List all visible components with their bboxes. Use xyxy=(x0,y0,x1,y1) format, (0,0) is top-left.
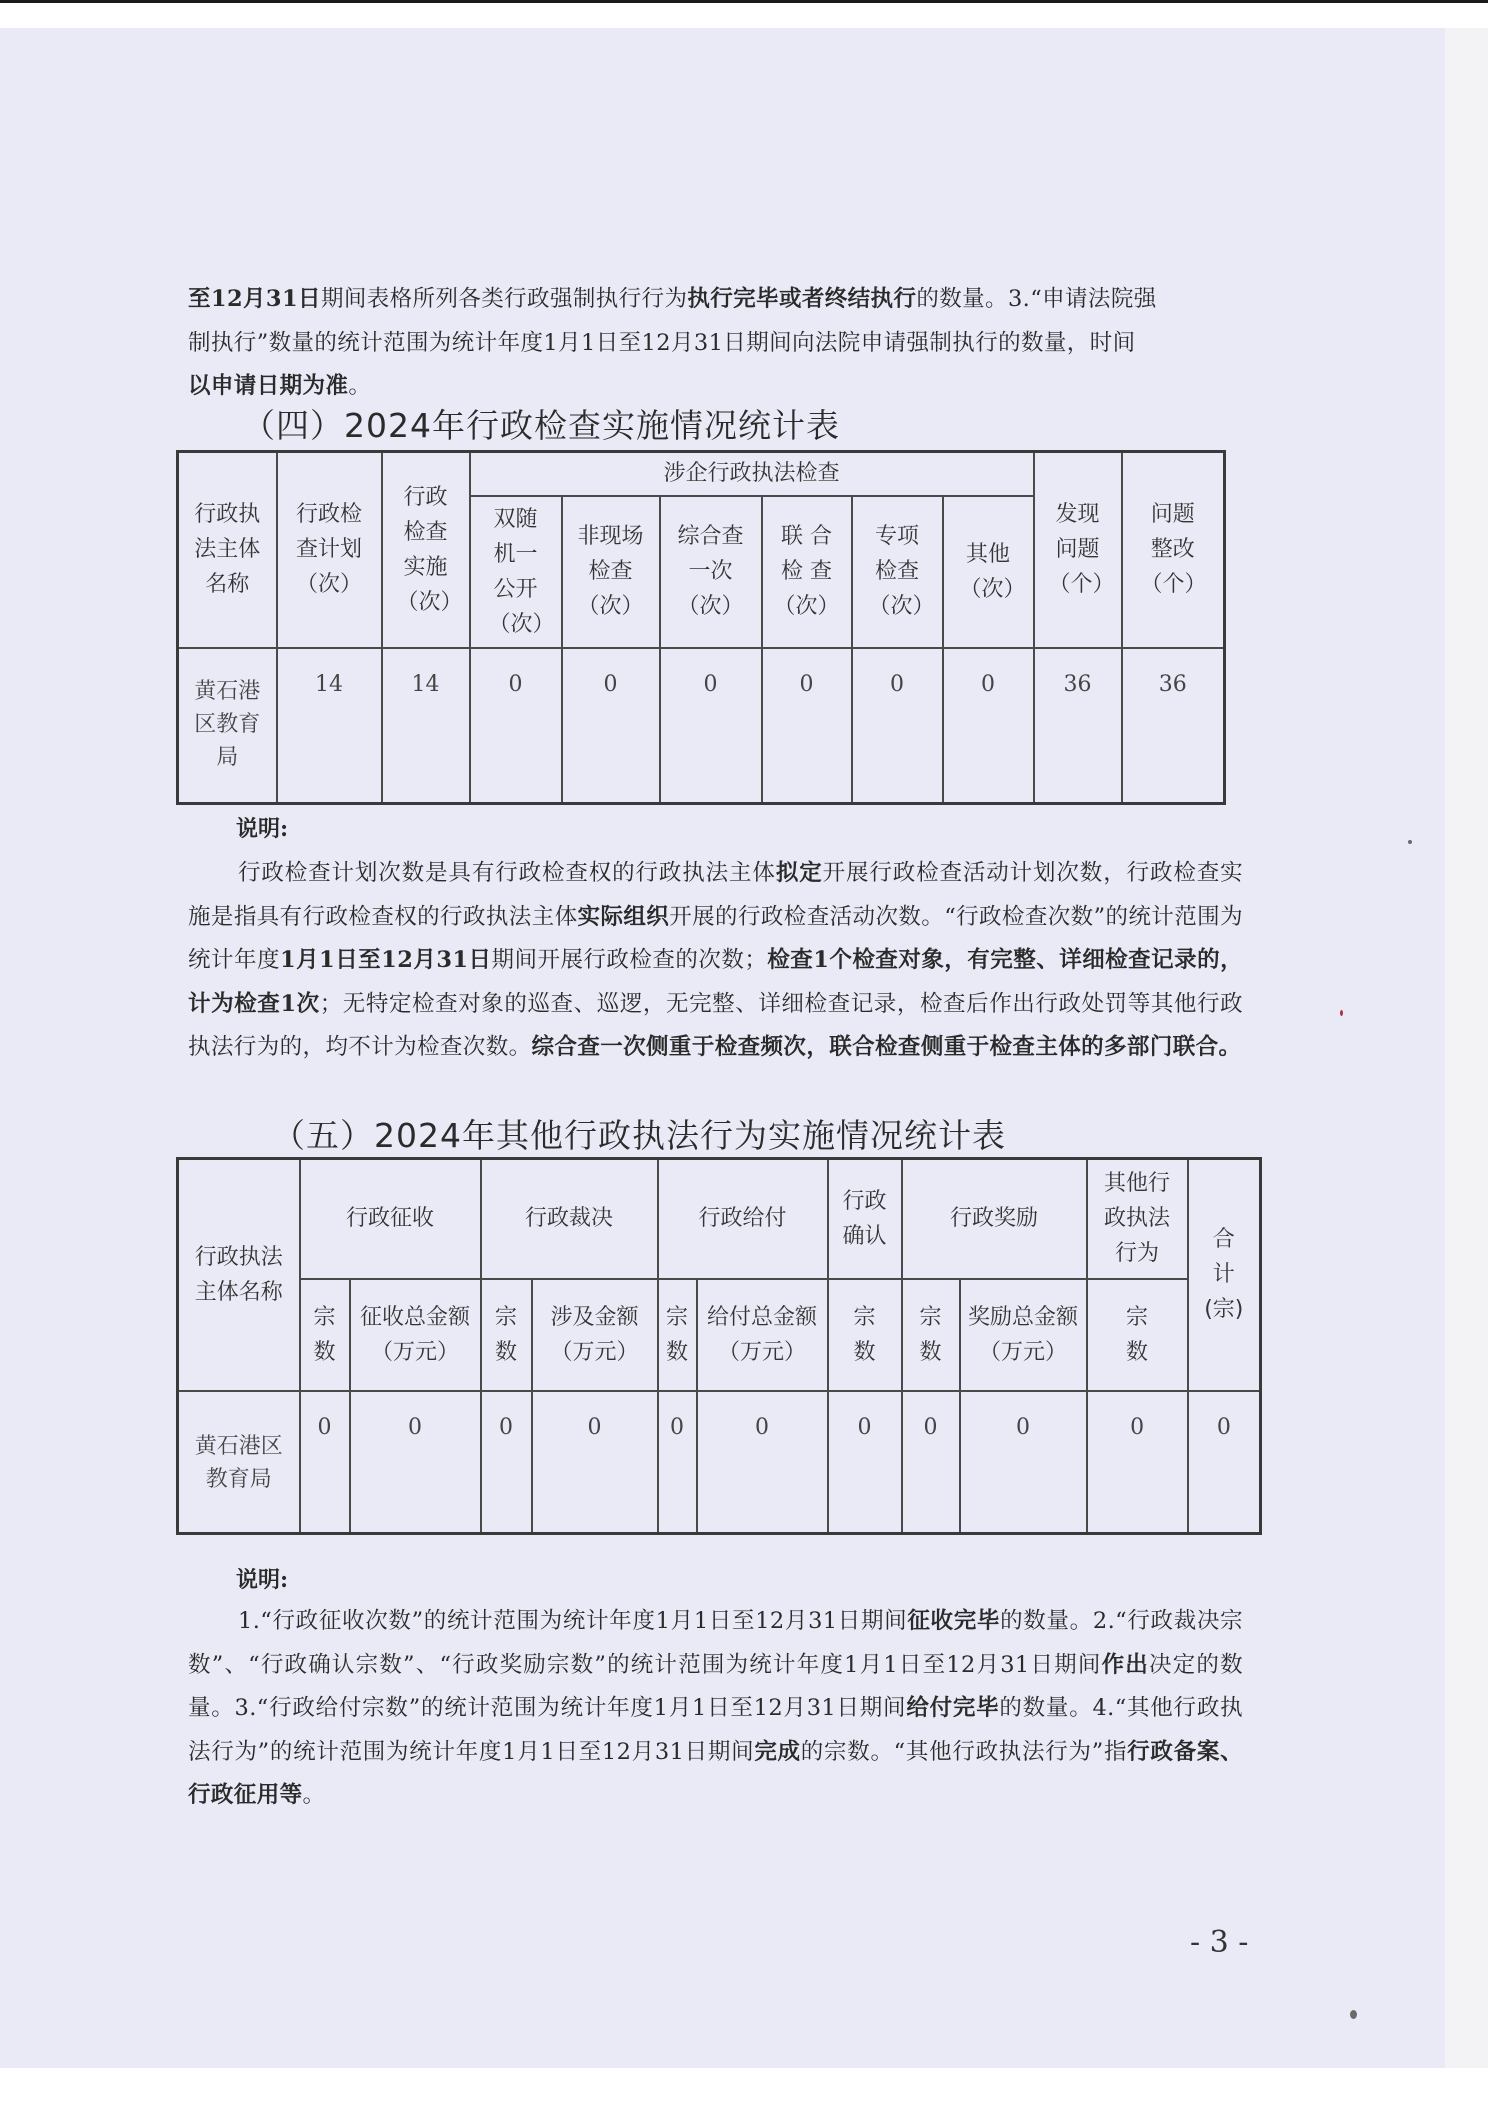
header-payment: 行政给付 xyxy=(658,1159,828,1279)
header-reward-count: 宗数 xyxy=(902,1279,960,1391)
table4-note-text xyxy=(188,852,1243,1070)
table5-note-text xyxy=(188,1600,1243,1818)
cell-found: 36 xyxy=(1034,648,1122,804)
scan-right-margin xyxy=(1445,28,1488,2068)
cell-confirm-count: 0 xyxy=(828,1391,902,1534)
header-confirmation: 行政确认 xyxy=(828,1159,902,1279)
cell-special: 0 xyxy=(852,648,943,804)
cell-adj-count: 0 xyxy=(481,1391,532,1534)
page-number: - 3 - xyxy=(1190,1925,1249,1960)
text-run: 制执行”数量的统计范围为统计年度1月1日至12月31日期间向法院申请强制执行的数量，时间 xyxy=(188,329,1136,356)
text-run: 的宗数。“其他行政执法行为”指 xyxy=(800,1738,1128,1765)
intro-paragraph xyxy=(188,278,1243,409)
text-run: 行政检查计划次数是具有行政检查权的行政执法主体 xyxy=(238,860,776,886)
cell-levy-count: 0 xyxy=(300,1391,350,1534)
text-run: 期间表格所列各类行政强制执行行为 xyxy=(320,286,688,312)
emphasized-text: 完成 xyxy=(754,1738,801,1765)
cell-rectified: 36 xyxy=(1122,648,1225,804)
header-other: 其他（次） xyxy=(943,496,1034,648)
header-entity: 行政执法主体名称 xyxy=(178,1159,300,1391)
cell-offsite: 0 xyxy=(562,648,660,804)
header-adj-count: 宗数 xyxy=(481,1279,532,1391)
header-special: 专项检查（次） xyxy=(852,496,943,648)
cell-implement: 14 xyxy=(382,648,470,804)
text-run: 开展行政检查活动计划次数，行政检查实施是指具有行政检查权的行政执法主体 xyxy=(188,860,1244,930)
emphasized-text: 行政备案、行政征用等 xyxy=(188,1738,1243,1808)
cell-entity: 黄石港区教育局 xyxy=(178,648,277,804)
cell-pay-amount: 0 xyxy=(697,1391,828,1534)
header-levy: 行政征收 xyxy=(300,1159,481,1279)
cell-entity: 黄石港区教育局 xyxy=(178,1391,300,1534)
table4-title: （四）2024年行政检查实施情况统计表 xyxy=(242,406,840,445)
scan-speck xyxy=(1350,2010,1357,2019)
emphasized-text: 给付完毕 xyxy=(906,1695,1000,1721)
header-pay-amount: 给付总金额（万元） xyxy=(697,1279,828,1391)
emphasized-text: 检查1个检查对象，有完整、详细检查记录的，计为检查1次 xyxy=(188,947,1243,1017)
intro-line xyxy=(188,322,1243,366)
cell-total: 0 xyxy=(1188,1391,1261,1534)
header-adjudication: 行政裁决 xyxy=(481,1159,658,1279)
header-other-acts: 其他行政执法行为 xyxy=(1087,1159,1188,1279)
header-double-random: 双随机一公开（次） xyxy=(470,496,562,648)
scan-speck xyxy=(1408,840,1412,844)
text-run: 期间开展行政检查的次数； xyxy=(491,947,768,973)
text-run: ；无特定检查对象的巡查、巡逻，无完整、详细检查记录，检查后作出行政处罚等其他行政执法行为的，均不计为检查次数。 xyxy=(188,990,1243,1060)
header-levy-amount: 征收总金额（万元） xyxy=(350,1279,481,1391)
emphasized-text: 作出 xyxy=(1101,1651,1149,1678)
cell-joint: 0 xyxy=(762,648,852,804)
inspection-stats-table xyxy=(176,450,1226,805)
header-rectified: 问题整改（个） xyxy=(1122,452,1225,648)
header-enterprise-group: 涉企行政执法检查 xyxy=(470,452,1034,496)
emphasized-text: 综合查一次侧重于检查频次，联合检查侧重于检查主体的多部门联合。 xyxy=(531,1034,1242,1060)
header-offsite: 非现场检查（次） xyxy=(562,496,660,648)
cell-reward-amount: 0 xyxy=(960,1391,1087,1534)
header-joint: 联 合 检 查（次） xyxy=(762,496,852,648)
text-run: 1.“行政征收次数”的统计范围为统计年度1月1日至12月31日期间 xyxy=(238,1608,908,1634)
intro-line xyxy=(188,278,1243,322)
scan-speck xyxy=(1340,1010,1343,1016)
table-row xyxy=(178,648,1225,804)
header-other-count: 宗数 xyxy=(1087,1279,1188,1391)
header-confirm-count: 宗数 xyxy=(828,1279,902,1391)
other-enforcement-table xyxy=(176,1157,1262,1535)
cell-adj-amount: 0 xyxy=(532,1391,658,1534)
cell-reward-count: 0 xyxy=(902,1391,960,1534)
cell-pay-count: 0 xyxy=(658,1391,697,1534)
emphasized-text: 执行完毕或者终结执行 xyxy=(687,286,917,312)
emphasized-text: 以申请日期为准 xyxy=(188,373,349,399)
table5-note-label: 说明: xyxy=(236,1567,289,1593)
header-plan: 行政检查计划（次） xyxy=(277,452,382,648)
header-levy-count: 宗数 xyxy=(300,1279,350,1391)
table-row xyxy=(178,1391,1261,1534)
text-run: 的数量。4.“其他行政执法行为”的统计范围为统计年度1月1日至12月31日期间 xyxy=(188,1695,1243,1765)
cell-levy-amount: 0 xyxy=(350,1391,481,1534)
header-adj-amount: 涉及金额（万元） xyxy=(532,1279,658,1391)
cell-plan: 14 xyxy=(277,648,382,804)
header-entity: 行政执法主体名称 xyxy=(178,452,277,648)
cell-other: 0 xyxy=(943,648,1034,804)
table5-title: （五）2024年其他行政执法行为实施情况统计表 xyxy=(272,1116,1006,1155)
cell-double-random: 0 xyxy=(470,648,562,804)
header-comprehensive: 综合查一次（次） xyxy=(660,496,762,648)
text-run: 决定的数量。3.“行政给付宗数”的统计范围为统计年度1月1日至12月31日期间 xyxy=(188,1651,1243,1721)
emphasized-text: 至12月31日 xyxy=(188,286,321,312)
cell-other-count: 0 xyxy=(1087,1391,1188,1534)
header-implement: 行政检查实施（次） xyxy=(382,452,470,648)
emphasized-text: 拟定 xyxy=(775,860,823,886)
header-pay-count: 宗数 xyxy=(658,1279,697,1391)
emphasized-text: 征收完毕 xyxy=(907,1608,1001,1634)
header-reward: 行政奖励 xyxy=(902,1159,1087,1279)
emphasized-text: 1月1日至12月31日 xyxy=(279,947,492,973)
text-run: 的数量。3.“申请法院强 xyxy=(916,286,1157,312)
header-found: 发现问题（个） xyxy=(1034,452,1122,648)
text-run: 的数量。2.“行政裁决宗数”、“行政确认宗数”、“行政奖励宗数”的统计范围为统计年度1月1日至12月31日期间 xyxy=(188,1608,1243,1678)
text-run: 。 xyxy=(302,1782,326,1808)
header-total: 合计(宗) xyxy=(1188,1159,1261,1391)
emphasized-text: 实际组织 xyxy=(577,903,670,930)
cell-comprehensive: 0 xyxy=(660,648,762,804)
table4-note-label: 说明: xyxy=(236,816,289,842)
header-reward-amount: 奖励总金额（万元） xyxy=(960,1279,1087,1391)
scan-top-edge xyxy=(0,0,1488,3)
text-run: 。 xyxy=(348,373,372,399)
text-run: 开展的行政检查活动次数。“行政检查次数”的统计范围为统计年度 xyxy=(188,903,1243,973)
